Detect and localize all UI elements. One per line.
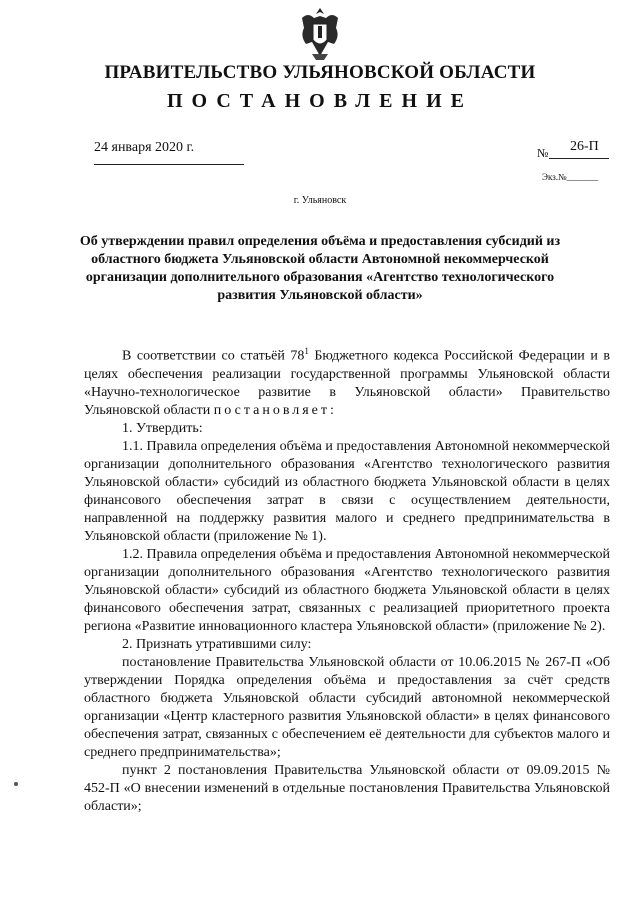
scan-mark [14, 782, 18, 786]
paragraph-1-1: 1.1. Правила определения объёма и предоставления Автономной некоммерческой организации дополнительного образования «Агентство технологического развития Ульяновской области» субсидий из областного бюджета Ульяновской области в целях финансового обеспечения затрат в связи с осуществлением деятельности, направленной на поддержку развития малого и среднего предпринимательства в Ульяновской области (приложение № 1). [84, 438, 610, 544]
document-number: 26-П [570, 139, 599, 154]
paragraph-1-2: 1.2. Правила определения объёма и предоставления Автономной некоммерческой организации дополнительного образования «Агентство технологического развития Ульяновской области» субсидий из областного бюджета Ульяновской области в целях финансового обеспечения затрат, связанных с реализацией приоритетного проекта региона «Развитие инновационного кластера Ульяновской области» (приложение № 2). [84, 546, 610, 634]
date-underline [94, 164, 244, 165]
paragraph-2: 2. Признать утратившими силу: [122, 636, 312, 652]
intro-superscript: 1 [304, 346, 309, 356]
document-body [84, 342, 610, 816]
city: г. Ульяновск [293, 195, 347, 206]
intro-paragraph [84, 342, 610, 420]
coat-of-arms-icon [298, 6, 342, 62]
government-name: ПРАВИТЕЛЬСТВО УЛЬЯНОВСКОЙ ОБЛАСТИ [104, 62, 536, 83]
document-type: ПОСТАНОВЛЕНИЕ [167, 90, 473, 112]
paragraph-2-b: пункт 2 постановления Правительства Ульяновской области от 09.09.2015 № 452-П «О внесении изменений в отдельные постановления Правительства Ульяновской области»; [84, 762, 610, 814]
copy-number: Экз.№_______ [542, 172, 599, 182]
document-title: Об утверждении правил определения объёма и предоставления субсидий из областного бюджета Ульяновской области Автономной некоммерческой организации дополнительного образования «Агентство технологического развития Ульяновской области» [79, 234, 561, 303]
intro-spaced-word: постановляет: [213, 402, 337, 418]
intro-text-1: В соответствии со статьёй 78 [122, 348, 305, 364]
document-date: 24 января 2020 г. [94, 140, 195, 155]
intro-text-2: Бюджетного кодекса Российской Федерации и в целях обеспечения реализации государственной программы Ульяновской области «Научно-технологическое развитие в Ульяновской области» Правительство Ульяновской области [84, 348, 610, 418]
number-label: № [537, 146, 549, 160]
paragraph-2-a: постановление Правительства Ульяновской области от 10.06.2015 № 267-П «Об утверждении Порядка определения объёма и предоставления за счёт средств областного бюджета Ульяновской области субсидий автономной некоммерческой организации «Центр кластерного развития Ульяновской области» в целях финансового обеспечения затрат, связанных с обеспечением её деятельности для субъектов малого и среднего предпринимательства»; [84, 654, 610, 760]
paragraph-1: 1. Утвердить: [122, 420, 203, 436]
number-underline [549, 158, 609, 159]
